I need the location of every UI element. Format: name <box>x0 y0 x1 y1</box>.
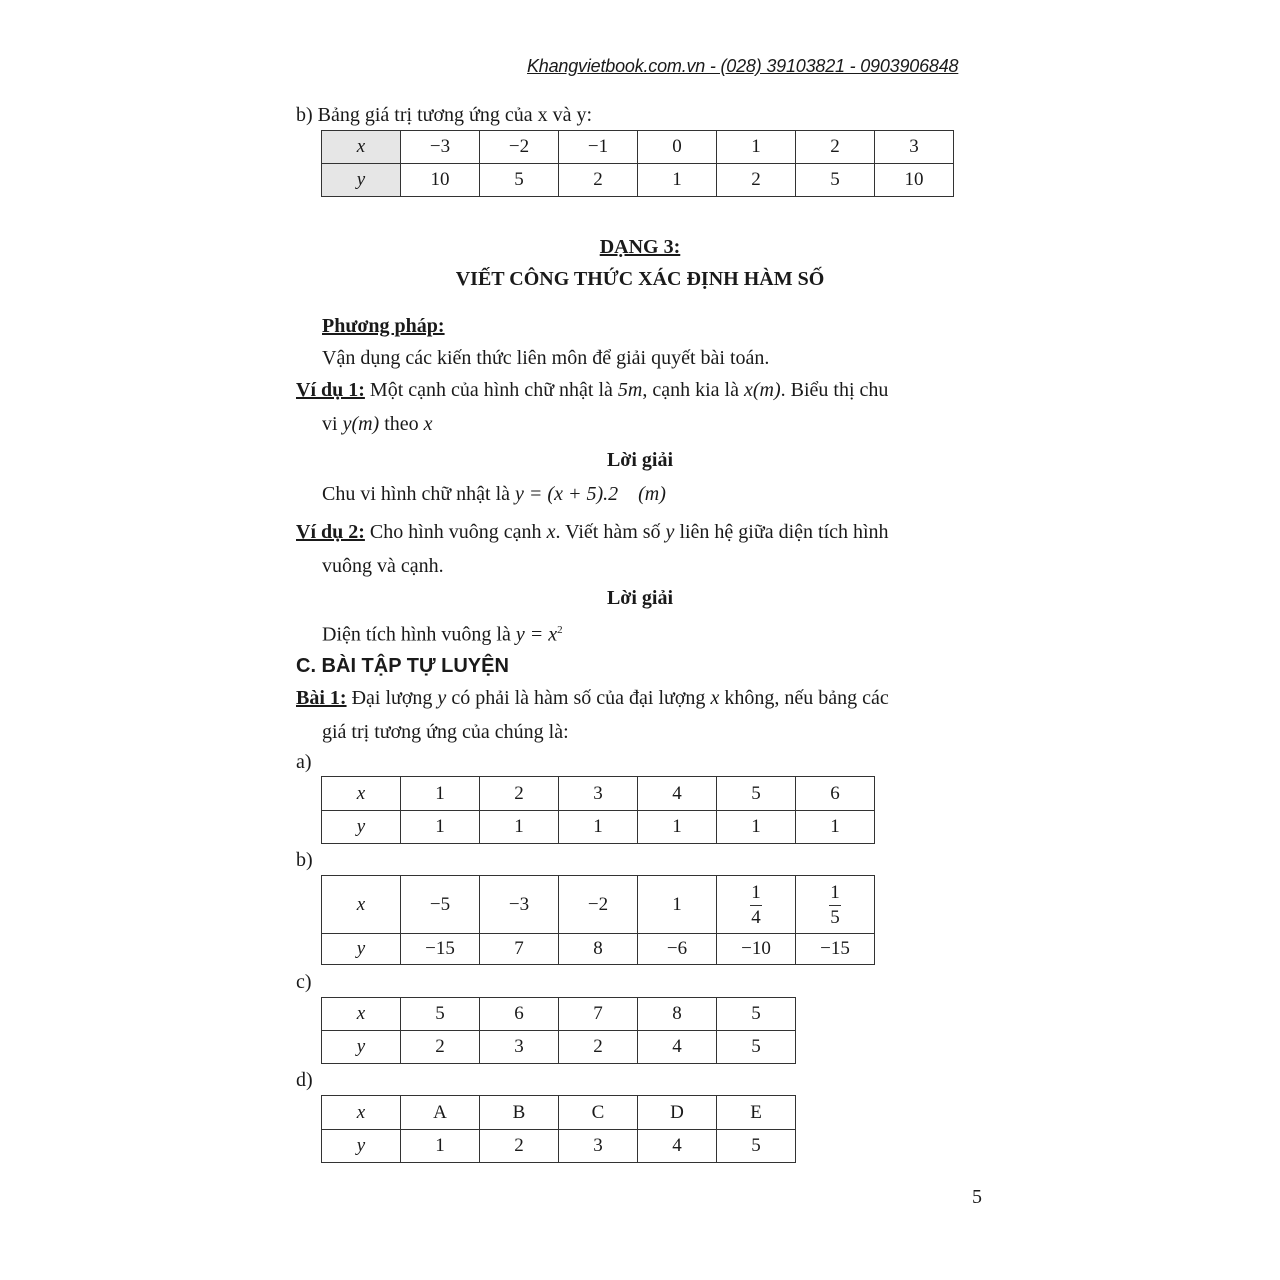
example-1-label: Ví dụ 1: <box>296 379 365 401</box>
table-cell: 7 <box>480 934 559 965</box>
text: . Biểu thị chu <box>780 379 889 401</box>
exercise-table-c <box>321 997 796 1064</box>
math: 5m <box>617 379 643 401</box>
table-cell: 2 <box>559 164 638 197</box>
table-header-y: y <box>322 164 401 197</box>
table-header-y: y <box>322 1130 401 1163</box>
table-cell-fraction <box>796 876 875 934</box>
table-cell: −15 <box>796 934 875 965</box>
table-cell: 3 <box>875 131 954 164</box>
table-header-x: x <box>322 876 401 934</box>
method-heading: Phương pháp: <box>322 315 445 337</box>
text: theo <box>379 413 424 435</box>
exercise-table-a <box>321 776 875 844</box>
exercise-d-label: d) <box>296 1069 313 1091</box>
table-cell: 3 <box>559 1130 638 1163</box>
table-cell: 1 <box>717 131 796 164</box>
example-2-statement <box>296 520 889 544</box>
math: y <box>437 687 447 709</box>
table-cell-fraction <box>717 876 796 934</box>
table-cell: −3 <box>401 131 480 164</box>
table-header-x: x <box>322 777 401 811</box>
table-cell: 6 <box>480 998 559 1031</box>
text: Diện tích hình vuông là <box>322 623 516 646</box>
exercise-1-statement-line2: giá trị tương ứng của chúng là: <box>322 721 569 743</box>
table-cell: 5 <box>717 1031 796 1064</box>
table-cell: −5 <box>401 876 480 934</box>
table-cell: −2 <box>480 131 559 164</box>
text: Cho hình vuông cạnh <box>364 521 547 543</box>
table-cell: C <box>559 1096 638 1130</box>
table-row-y <box>322 1031 796 1064</box>
table-cell: −6 <box>638 934 717 965</box>
method-text: Vận dụng các kiến thức liên môn để giải quyết bài toán. <box>322 347 770 369</box>
fraction <box>829 883 841 928</box>
fraction-bar <box>750 905 762 906</box>
math: y(m) <box>342 413 380 435</box>
table-cell: 1 <box>638 876 717 934</box>
table-cell: E <box>717 1096 796 1130</box>
table-cell: D <box>638 1096 717 1130</box>
table-header-x: x <box>322 131 401 164</box>
fraction-denominator: 5 <box>830 906 840 928</box>
fraction-bar <box>829 905 841 906</box>
text: liên hệ giữa diện tích hình <box>674 521 889 543</box>
table-row-x <box>322 1096 796 1130</box>
table-row-y <box>322 1130 796 1163</box>
table-cell: 8 <box>559 934 638 965</box>
example-2-label: Ví dụ 2: <box>296 521 365 543</box>
table-cell: −3 <box>480 876 559 934</box>
table-cell: 5 <box>717 1130 796 1163</box>
text: Đại lượng <box>346 687 438 709</box>
table-header-x: x <box>322 998 401 1031</box>
exercises-heading: C. BÀI TẬP TỰ LUYỆN <box>296 655 509 677</box>
exercise-table-d <box>321 1095 796 1163</box>
table-header-x: x <box>322 1096 401 1130</box>
exercise-a-label: a) <box>296 751 312 773</box>
example-1-statement-line2 <box>322 412 433 436</box>
text: , cạnh kia là <box>642 379 744 401</box>
solution-heading-2: Lời giải <box>606 587 674 609</box>
table-cell: 3 <box>559 777 638 811</box>
table-cell: 1 <box>717 811 796 844</box>
solution-heading-1: Lời giải <box>606 449 674 471</box>
table-cell: 5 <box>717 777 796 811</box>
solution-1-text <box>322 482 666 506</box>
table-cell: −2 <box>559 876 638 934</box>
exercise-1-statement <box>296 686 889 710</box>
table-row-x <box>322 777 875 811</box>
text: . Viết hàm số <box>555 521 666 543</box>
table-row-x <box>322 998 796 1031</box>
table-cell: 7 <box>559 998 638 1031</box>
table-cell: 10 <box>875 164 954 197</box>
exercise-table-b <box>321 875 875 965</box>
table-header-y: y <box>322 1031 401 1064</box>
exponent: 2 <box>557 624 563 636</box>
table-cell: 4 <box>638 1031 717 1064</box>
table-cell: 5 <box>401 998 480 1031</box>
table-cell: 2 <box>480 777 559 811</box>
math-formula: y = (x + 5).2 (m) <box>515 483 666 505</box>
solution-2-text <box>322 618 563 647</box>
math-formula: y = x <box>515 623 558 646</box>
math: x(m) <box>743 379 781 401</box>
table-cell: −15 <box>401 934 480 965</box>
text: vi <box>322 413 343 435</box>
table-cell: 1 <box>559 811 638 844</box>
math: x <box>710 687 720 709</box>
exercise-c-label: c) <box>296 971 312 993</box>
table-cell: −1 <box>559 131 638 164</box>
table-cell: A <box>401 1096 480 1130</box>
section-subtitle: VIẾT CÔNG THỨC XÁC ĐỊNH HÀM SỐ <box>455 268 825 290</box>
table-cell: 1 <box>401 777 480 811</box>
part-b-label: b) Bảng giá trị tương ứng của x và y: <box>296 104 593 126</box>
table-cell: 5 <box>796 164 875 197</box>
table-cell: 0 <box>638 131 717 164</box>
table-cell: 6 <box>796 777 875 811</box>
table-cell: 1 <box>796 811 875 844</box>
table-row-y <box>322 934 875 965</box>
table-cell: 4 <box>638 777 717 811</box>
page-number: 5 <box>972 1186 982 1208</box>
table-cell: 1 <box>638 811 717 844</box>
text: có phải là hàm số của đại lượng <box>446 687 711 709</box>
table-cell: 8 <box>638 998 717 1031</box>
fraction <box>750 883 762 928</box>
table-cell: 2 <box>480 1130 559 1163</box>
text: Một cạnh của hình chữ nhật là <box>364 379 618 401</box>
math: y <box>665 521 675 543</box>
fraction-denominator: 4 <box>751 906 761 928</box>
example-1-statement <box>296 378 888 402</box>
math: x <box>423 413 433 435</box>
text: Chu vi hình chữ nhật là <box>322 483 516 505</box>
table-cell: 1 <box>401 1130 480 1163</box>
value-table-part-b <box>321 130 954 197</box>
table-cell: 3 <box>480 1031 559 1064</box>
table-row-x <box>322 876 875 934</box>
table-cell: 2 <box>559 1031 638 1064</box>
table-cell: 1 <box>480 811 559 844</box>
table-cell: 2 <box>401 1031 480 1064</box>
math: x <box>546 521 556 543</box>
fraction-numerator: 1 <box>830 881 840 903</box>
table-cell: 10 <box>401 164 480 197</box>
publisher-header-link[interactable]: Khangvietbook.com.vn - (028) 39103821 - 0903906848 <box>527 56 959 76</box>
table-cell: 5 <box>717 998 796 1031</box>
exercise-1-label: Bài 1: <box>296 687 347 709</box>
table-cell: 1 <box>638 164 717 197</box>
table-row-x <box>322 131 954 164</box>
fraction-numerator: 1 <box>751 881 761 903</box>
section-title: DẠNG 3: <box>599 236 681 258</box>
table-cell: 4 <box>638 1130 717 1163</box>
example-2-statement-line2: vuông và cạnh. <box>322 555 444 577</box>
table-cell: 1 <box>401 811 480 844</box>
table-row-y <box>322 811 875 844</box>
table-cell: B <box>480 1096 559 1130</box>
table-cell: 2 <box>796 131 875 164</box>
table-cell: 5 <box>480 164 559 197</box>
text: không, nếu bảng các <box>719 687 889 709</box>
table-header-y: y <box>322 811 401 844</box>
exercise-b-label: b) <box>296 849 313 871</box>
table-row-y <box>322 164 954 197</box>
table-cell: −10 <box>717 934 796 965</box>
table-cell: 2 <box>717 164 796 197</box>
table-header-y: y <box>322 934 401 965</box>
